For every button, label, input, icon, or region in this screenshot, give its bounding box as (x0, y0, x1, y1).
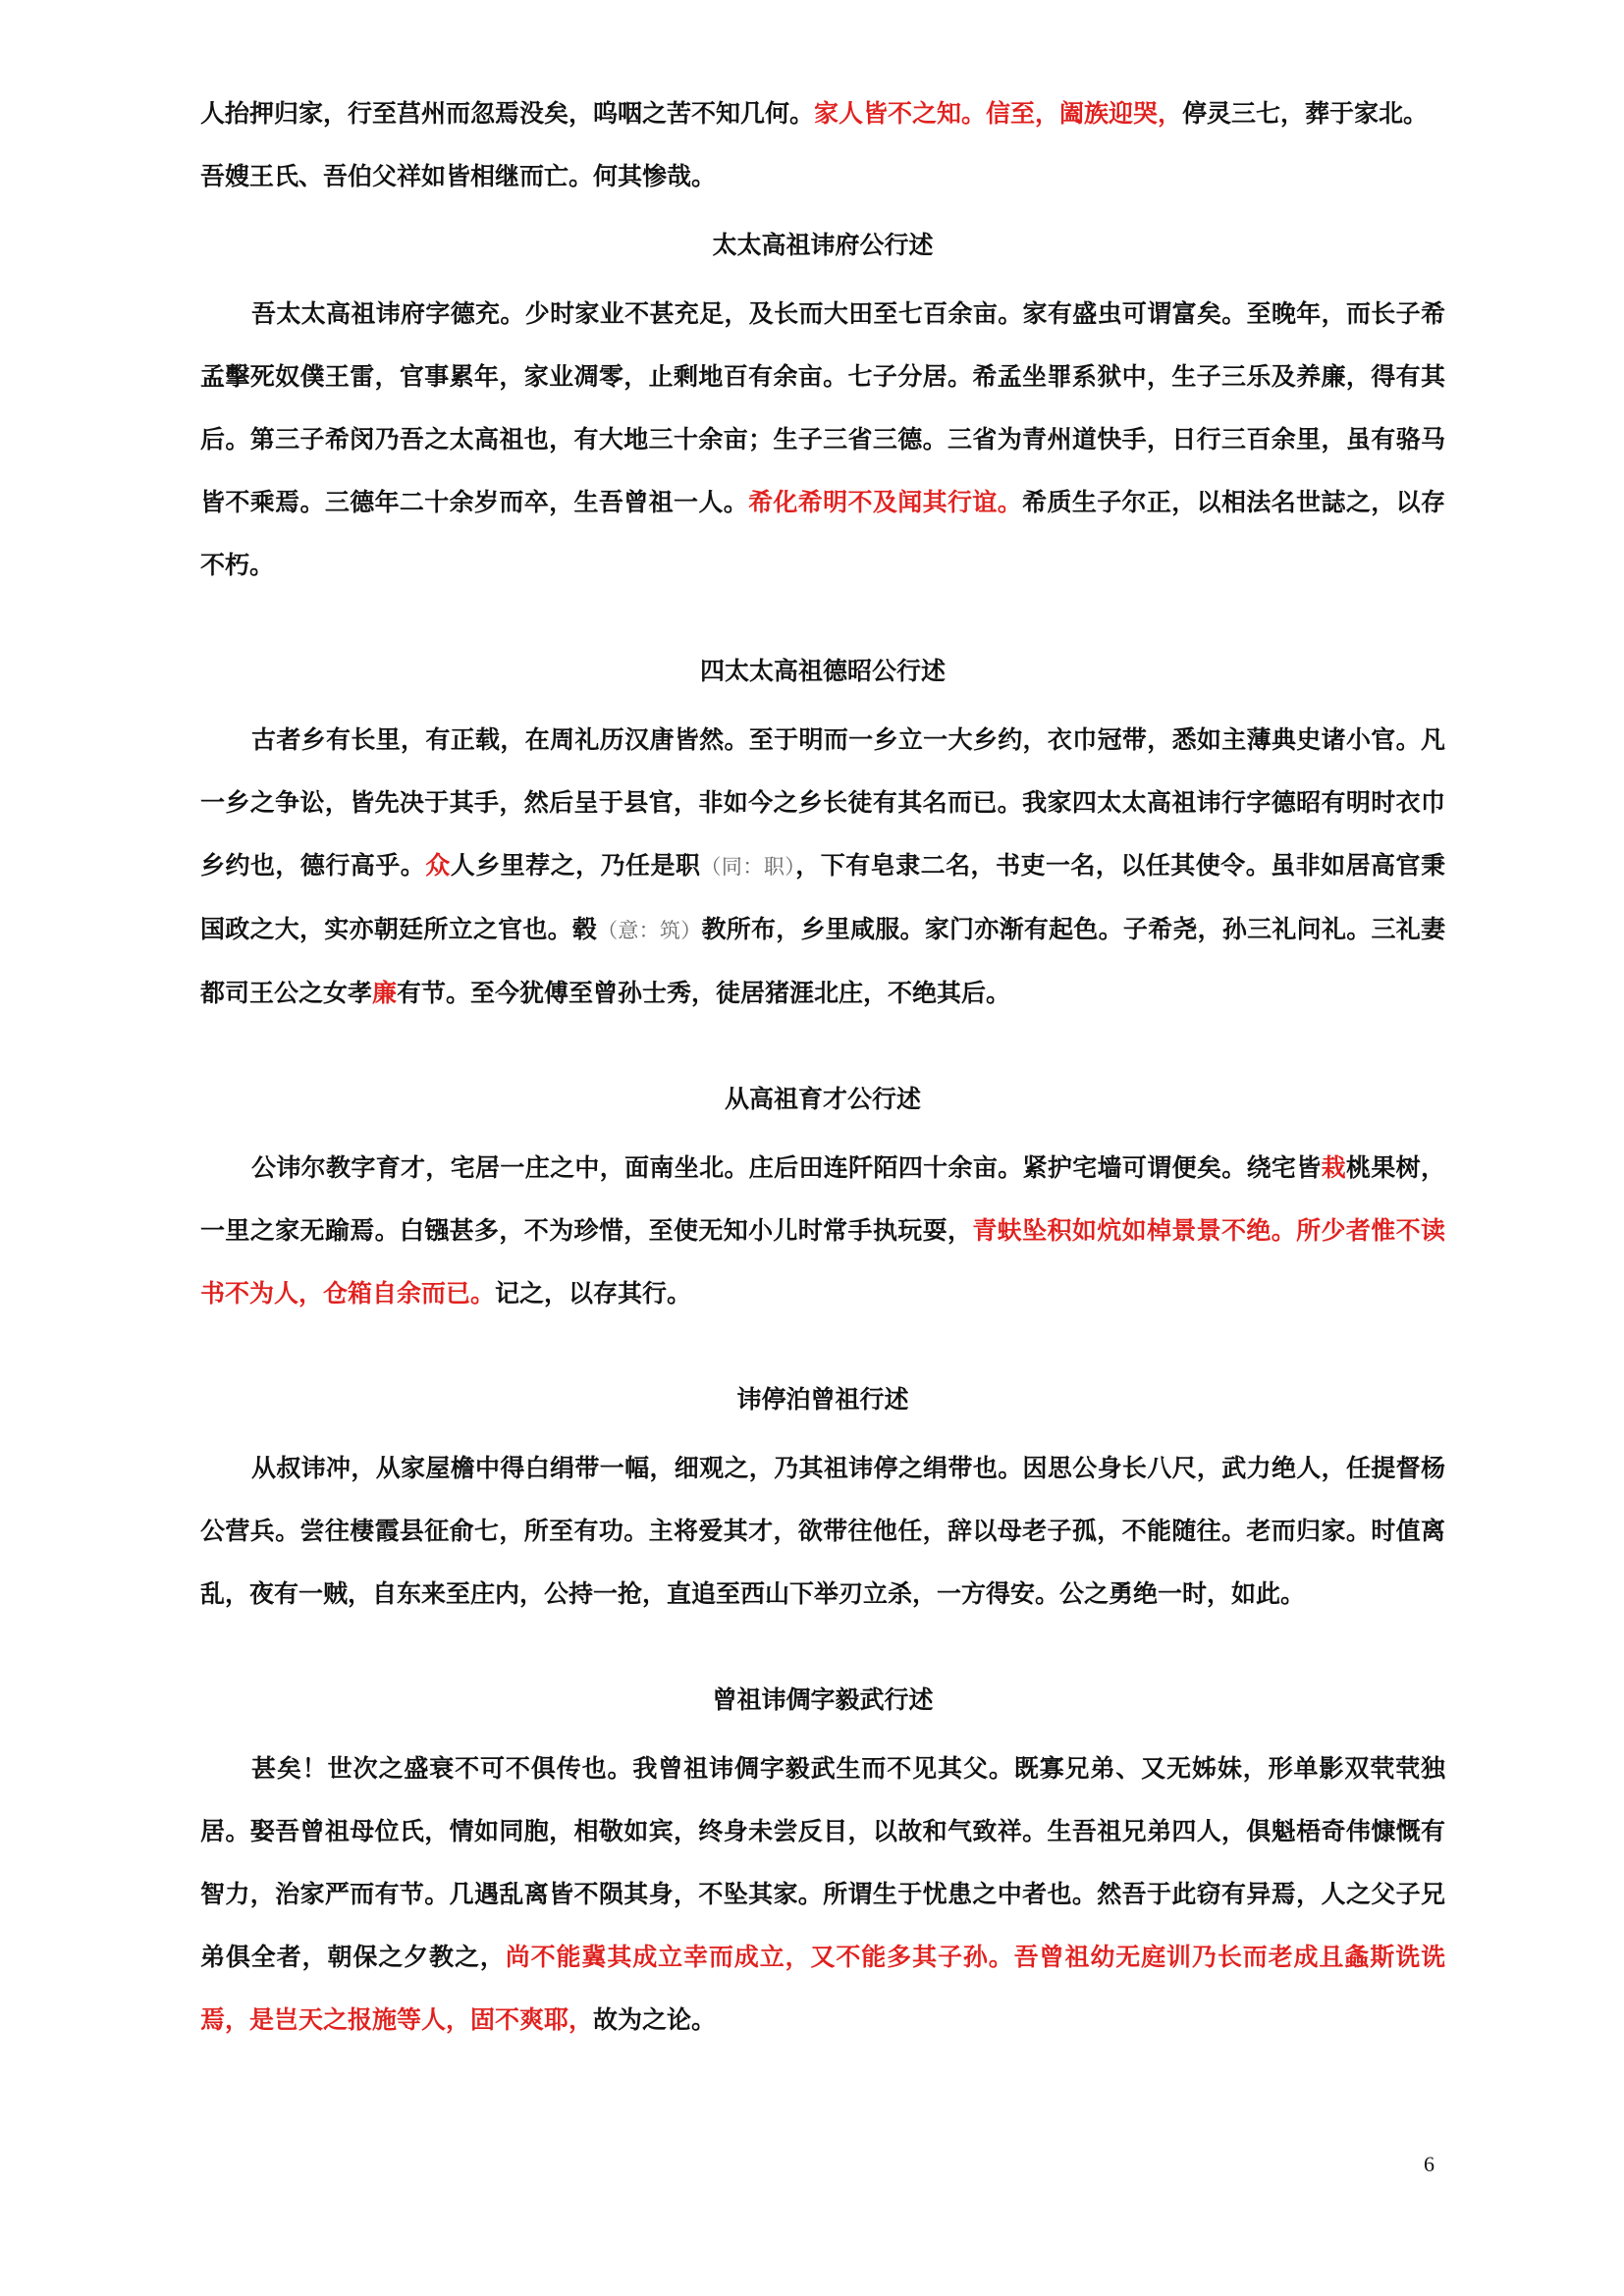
section-body-zengzu-yiwu (200, 1737, 1445, 2052)
body-text-end: 希质生子尔正，以相法名世誌之，以存不朽。 (200, 488, 1445, 579)
section-body-tingbo-zengzu: 从叔讳冲，从家屋檐中得白绢带一幅，细观之，乃其祖讳停之绢带也。因思公身长八尺，武力绝人，任提督杨公营兵。尝往棲霞县征俞七，所至有功。主将爱其才，欲带往他任，辞以母老子孤，不能随往。老而归家。时值离乱，夜有一贼，自东来至庄内，公持一抢，直追至西山下举刃立杀，一方得安。公之勇绝一时，如此。 (200, 1454, 1445, 1608)
body-text: ，下有皂隶二名，书吏一名，以任其使令。虽非如居高官秉国政之大，实亦朝廷所立之官也。毂 (200, 851, 1445, 943)
body-highlight: 尚不能冀其成立幸而成立，又不能多其子孙。吾曾祖幼无庭训乃长而老成且螽斯诜诜焉，是岂天之报施等人，固不爽耶， (200, 1943, 1445, 2034)
body-text: 古者乡有长里，有正载，在周礼历汉唐皆然。至于明而一乡立一大乡约，衣巾冠带，悉如主薄典史诸小官。凡一乡之争讼，皆先决于其手，然后呈于县官，非如今之乡长徒有其名而已。我家四太太高祖讳行字德昭有明时衣巾乡约也，德行高乎。 (200, 725, 1445, 880)
body-text: 吾太太高祖讳府字德充。少时家业不甚充足，及长而大田至七百余亩。家有盛虫可谓富矣。至晚年，而长子希孟擊死奴僕王雷，官事累年，家业凋零，止剩地百有余亩。七子分居。希孟坐罪系狱中，生子三乐及养廉，得有其后。第三子希闵乃吾之太高祖也，有大地三十余亩；生子三省三德。三省为青州道快手，日行三百余里，虽有骆马皆不乘焉。三德年二十余岁而卒，生吾曾祖一人。 (200, 299, 1445, 516)
section-body-cong-gaozu-yucai (200, 1137, 1445, 1325)
body-text-end: 有节。至今犹傅至曾孙士秀，徒居猪涯北庄，不绝其后。 (397, 979, 1011, 1007)
annotation-note: （意：筑） (597, 919, 702, 942)
body-highlight: 希化希明不及闻其行谊。 (748, 488, 1023, 516)
section-title-taitai-gaozu-fu: 太太高祖讳府公行述 (712, 231, 934, 259)
intro-text: 人抬押归家，行至莒州而忽焉没矣，呜咽之苦不知几何。 (200, 99, 815, 128)
intro-paragraph-1 (200, 82, 1445, 145)
intro-paragraph-2: 吾嫂王氏、吾伯父祥如皆相继而亡。何其惨哉。 (200, 162, 717, 190)
body-highlight: 众 (425, 851, 451, 880)
section-title-cong-gaozu-yucai: 从高祖育才公行述 (724, 1085, 921, 1113)
body-text: 人乡里荐之，乃任是职 (450, 851, 701, 880)
section-title-tingbo-zengzu: 讳停泊曾祖行述 (736, 1385, 909, 1414)
section-body-taitai-gaozu-fu (200, 283, 1445, 597)
section-title-zengzu-yiwu: 曾祖讳倜字毅武行述 (712, 1685, 934, 1714)
section-title-si-taitai-gaozu-dezhao: 四太太高祖德昭公行述 (699, 657, 946, 685)
annotation-note: （同：职） (700, 855, 796, 879)
body-text: 公讳尔教字育才，宅居一庄之中，面南坐北。庄后田连阡陌四十余亩。紧护宅墙可谓便矣。绕宅皆 (251, 1153, 1322, 1182)
body-highlight: 栽 (1321, 1153, 1346, 1182)
body-highlight: 青蚨坠积如炕如棹景景不绝。所少者惟不读书不为人，仓箱自余而已。 (200, 1216, 1445, 1308)
body-text: 桃果树，一里之家无踰焉。白镪甚多，不为珍惜，至使无知小儿时常手执玩耍， (200, 1153, 1445, 1245)
body-text: 教所布，乡里咸服。家门亦渐有起色。子希尧，孙三礼问礼。三礼妻都司王公之女孝 (200, 915, 1445, 1007)
body-highlight: 廉 (372, 979, 398, 1007)
section-body-si-taitai-gaozu-dezhao (200, 709, 1445, 1025)
intro-highlight: 家人皆不之知。信至，阖族迎哭， (814, 99, 1183, 128)
body-text-end: 记之，以存其行。 (495, 1279, 692, 1308)
page-number: 6 (1424, 2152, 1435, 2176)
intro-text-end: 停灵三七，葬于家北。 (1182, 99, 1429, 128)
body-text-end: 故为之论。 (593, 2005, 717, 2034)
body-text: 甚矣！世次之盛衰不可不俱传也。我曾祖讳倜字毅武生而不见其父。既寡兄弟、又无姊妹，形单影双茕茕独居。娶吾曾祖母位氏，情如同胞，相敬如宾，终身未尝反目，以故和气致祥。生吾祖兄弟四人，俱魁梧奇伟慷慨有智力，治家严而有节。几遇乱离皆不陨其身，不坠其家。所谓生于忧患之中者也。然吾于此窃有异焉，人之父子兄弟俱全者，朝保之夕教之， (200, 1754, 1445, 1971)
document-page (200, 82, 1445, 2052)
